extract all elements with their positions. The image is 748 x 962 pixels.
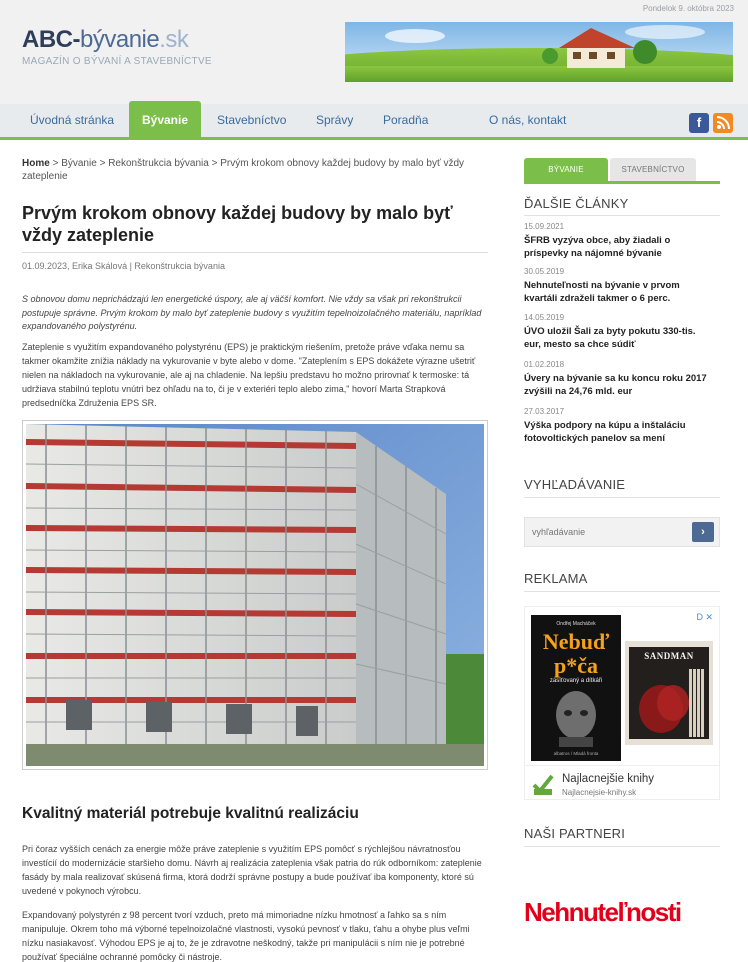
ad-shop-name[interactable]: Najlacnejšie knihy — [562, 773, 655, 785]
breadcrumb-current: Prvým krokom obnovy každej budovy by malo byť vždy zateplenie — [22, 158, 465, 182]
news-date: 15.09.2021 — [524, 222, 565, 231]
search-divider — [524, 497, 720, 498]
article-paragraph-3: Expandovaný polystyrén z 98 percent tvorí vzduch, preto má mimoriadne nízku hmotnosť a ľahko sa s ním manipuluje. Okrem toho má výborné tepelnoizolačné vlastnosti, vysokú pevnosť v tlaku, ťahu a ohybe plus veľmi nízku nasiakavosť. Výhodou EPS je aj to, že je zdravotne neškodný, takže pri manipulácii s ním nie je potrebné používať špeciálne ochranné pomôcky či nástroje. — [22, 910, 470, 962]
nav-item-byvanie[interactable]: Bývanie — [129, 101, 201, 137]
header-banner-image — [345, 22, 733, 82]
advertisement[interactable] — [524, 606, 720, 800]
news-date: 14.05.2019 — [524, 313, 565, 322]
partner-logo-nehnutelnosti[interactable]: Nehnuteľnosti — [524, 897, 681, 927]
site-tagline: MAGAZÍN O BÝVANÍ A STAVEBNÍCTVE — [22, 56, 212, 67]
book-cover-nebud: Ondřej Macháček Nebuď p*ča zasíťovaný a dítkáři albatros / Mladá fronta — [531, 615, 621, 761]
breadcrumb: Home > Bývanie > Rekonštrukcia bývania > Prvým krokom obnovy každej budovy by malo byť vždy zateplenie — [22, 158, 465, 182]
news-item[interactable]: ŠFRB vyzýva obce, aby žiadali o príspevky na nájomné bývanie — [524, 235, 671, 259]
shop-logo-icon — [531, 771, 555, 797]
tab-stavebnictvo[interactable]: STAVEBNÍCTVO — [610, 158, 696, 181]
news-item[interactable]: Výška podpory na kúpu a inštaláciu fotovoltických panelov sa mení — [524, 420, 686, 444]
article-photo-building — [22, 420, 488, 770]
nav-item-spravy[interactable]: Správy — [316, 113, 354, 127]
search-button[interactable]: › — [692, 522, 714, 542]
current-date: Pondelok 9. októbra 2023 — [642, 4, 734, 13]
search-heading: VYHĽADÁVANIE — [524, 477, 626, 492]
ad-shop-url[interactable]: Najlacnejsie-knihy.sk — [562, 788, 637, 797]
book-cover-sandman: SANDMAN — [625, 641, 713, 745]
article-subheading: Kvalitný materiál potrebuje kvalitnú realizáciu — [22, 805, 359, 822]
site-header — [0, 0, 748, 104]
article-paragraph-2: Pri čoraz vyšších cenách za energie môže práve zateplenie s využitím EPS pomôcť s rýchlejšou návratnosťou investícií do modernizácie staršieho domu. Návrh aj realizácia zateplenia však patria do rúk odborníkom: zateplenie fasády by mala realizovať skúsená firma, ktorá dodrží správne postupy a bude používať iba komponenty, ktoré sú uvedené v pokynoch výrobcu. — [22, 844, 482, 896]
news-date: 27.03.2017 — [524, 407, 565, 416]
search-box — [524, 517, 720, 547]
article-title: Prvým krokom obnovy každej budovy by malo byť vždy zateplenie — [22, 203, 453, 245]
search-input[interactable] — [525, 518, 689, 546]
ad-heading: REKLAMA — [524, 571, 588, 586]
breadcrumb-rekonstrukcia[interactable]: Rekonštrukcia bývania — [108, 158, 209, 169]
partners-divider — [524, 846, 720, 847]
breadcrumb-home[interactable]: Home — [22, 158, 50, 169]
news-date: 30.05.2019 — [524, 267, 565, 276]
nav-item-kontakt[interactable]: O nás, kontakt — [489, 113, 567, 127]
news-item[interactable]: ÚVO uložil Šali za byty pokutu 330-tis. eur, mesto sa chce súdiť — [524, 326, 696, 350]
news-heading: ĎALŠIE ČLÁNKY — [524, 196, 629, 211]
news-date: 01.02.2018 — [524, 360, 565, 369]
nav-item-stavebnictvo[interactable]: Stavebníctvo — [217, 113, 287, 127]
news-divider — [524, 215, 720, 216]
nav-item-home[interactable]: Úvodná stránka — [30, 113, 115, 127]
main-navigation — [0, 104, 748, 140]
title-divider — [22, 252, 488, 253]
news-item[interactable]: Úvery na bývanie sa ku koncu roku 2017 zvýšili na 24,76 mld. eur — [524, 373, 707, 397]
adchoices-icon[interactable]: D ✕ — [696, 612, 713, 622]
article-lead: S obnovou domu neprichádzajú len energetické úspory, ale aj väčší komfort. Nie vždy sa však pri rekonštrukcii postupuje správne. Prvým krokom by malo byť zateplenie budovy s využitím tepelnoizolačného materiálu, napríklad expandovaného polystyrénu. — [22, 294, 482, 331]
news-item[interactable]: Nehnuteľnosti na bývanie v prvom kvartáli zdraželi takmer o 6 perc. — [524, 280, 680, 304]
article-paragraph-1: Zateplenie s využitím expandovaného polystyrénu (EPS) je praktickým riešením, pretože práve vďaka nemu sa takmer okamžite znížia náklady na vykurovanie v byte alebo v dome. "Zateplením s EPS dokážete výrazne ušetriť nielen na nákladoch na vykurovanie, ale aj na chladenie. Na lepšiu predstavu ho možno prirovnať k termoske: tá udržiava stabilnú teplotu vnútri bez ohľadu na to, či je v exteriéri teplo alebo zima," hovorí Marta Strapková predsedníčka Združenia EPS SR. — [22, 342, 476, 408]
breadcrumb-byvanie[interactable]: Bývanie — [61, 158, 97, 169]
ad-divider — [524, 591, 720, 592]
sidebar-tabs — [524, 157, 720, 184]
partners-heading: NAŠI PARTNERI — [524, 826, 626, 841]
nav-item-poradna[interactable]: Poradňa — [383, 113, 429, 127]
tab-byvanie[interactable]: BÝVANIE — [524, 158, 608, 181]
site-logo[interactable]: ABC-bývanie.sk — [22, 26, 189, 53]
article-meta: 01.09.2023, Erika Skálová | Rekonštrukcia bývania — [22, 261, 225, 271]
facebook-icon[interactable]: f — [689, 113, 709, 133]
rss-icon[interactable] — [713, 113, 733, 133]
